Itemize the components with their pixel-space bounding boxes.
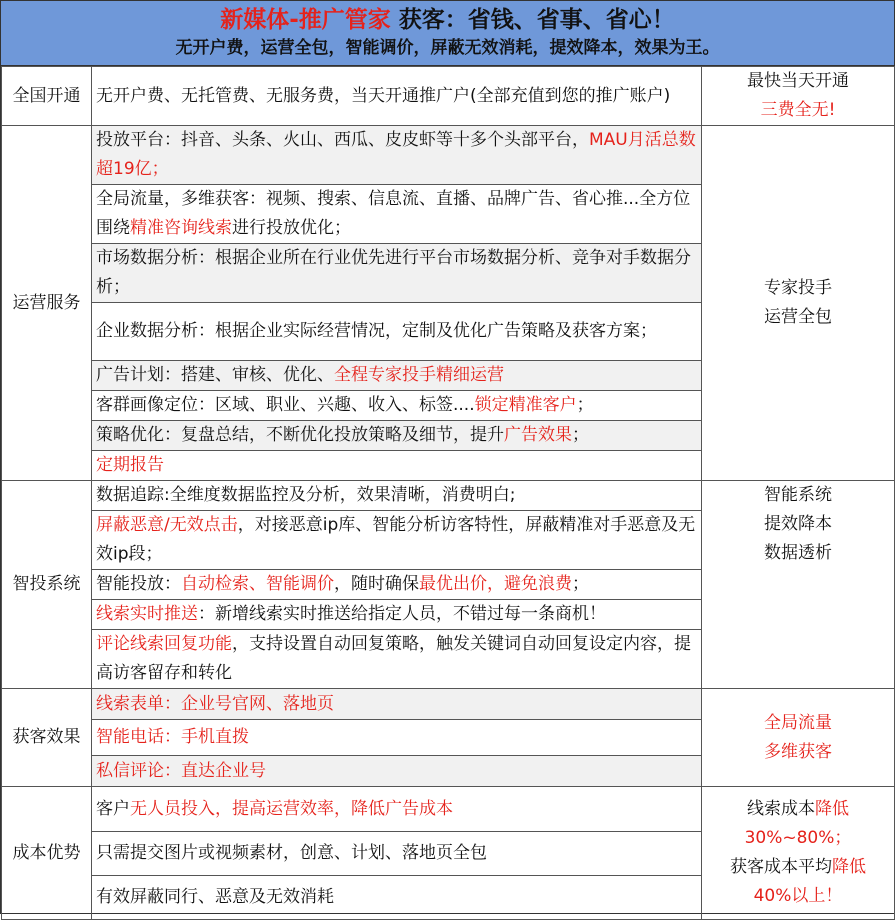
feature-cell: [92, 451, 702, 481]
summary-line: [706, 303, 890, 332]
summary-text: 降低: [832, 857, 866, 877]
feature-text: 线索实时推送: [96, 604, 198, 624]
feature-cell: [92, 361, 702, 391]
feature-text: 只需提交图片或视频素材，创意、计划、落地页全包: [96, 843, 487, 863]
summary-text: 获客成本平均: [730, 857, 832, 877]
feature-cell: [92, 600, 702, 630]
feature-text: 数据追踪:全维度数据监控及分析，效果清晰，消费明白;: [96, 485, 516, 505]
page-title: [1, 1, 894, 36]
feature-text: ；: [572, 425, 589, 445]
feature-text: ，支持设置自动回复策略，触发关键词自动回复设定内容，提高访客留存和转化: [96, 634, 691, 683]
feature-text: 有效屏蔽同行、恶意及无效消耗: [96, 887, 334, 907]
header-banner: [1, 1, 894, 66]
feature-text: 全程专家投手精细运营: [334, 365, 504, 385]
summary-line: [706, 539, 890, 568]
feature-text: 锁定精准客户: [474, 395, 577, 415]
feature-cell: [92, 787, 702, 832]
summary-text: 运营全包: [764, 307, 832, 327]
feature-cell: [92, 511, 702, 570]
feature-cell: [92, 303, 702, 361]
summary-line: [706, 882, 890, 911]
category-cell: 全国开通: [2, 67, 92, 126]
table-row: [2, 67, 895, 126]
summary-text: 专家投手: [764, 278, 832, 298]
feature-cell: [92, 185, 702, 244]
feature-text: 策略优化：复盘总结，不断优化投放策略及细节，提升: [96, 425, 504, 445]
feature-text: 广告效果: [504, 425, 572, 445]
feature-text: 客户: [96, 798, 130, 819]
summary-text: 线索成本: [747, 799, 815, 819]
feature-table-body: [2, 67, 895, 920]
feature-text: 最优出价，避免浪费: [419, 574, 572, 594]
feature-cell: [92, 570, 702, 600]
category-cell: 运营服务: [2, 126, 92, 481]
feature-text: 自动检索、智能调价: [181, 574, 334, 594]
feature-text: 进行投放优化；: [232, 218, 351, 238]
summary-line: [706, 274, 890, 303]
feature-text: 投放平台：抖音、头条、火山、西瓜、皮皮虾等十多个头部平台，: [96, 130, 589, 150]
summary-text: 提效降本: [764, 514, 832, 534]
summary-text: 全局流量: [764, 712, 832, 733]
feature-text: 私信评论：直达企业号: [96, 760, 266, 781]
summary-line: [706, 824, 890, 853]
category-cell: 获客效果: [2, 689, 92, 787]
summary-cell: [702, 67, 895, 126]
summary-text: 降低: [815, 799, 849, 819]
summary-line: [706, 96, 890, 125]
summary-text: 数据透析: [764, 543, 832, 563]
feature-cell: [92, 720, 702, 756]
feature-cell: [92, 244, 702, 303]
feature-text: ，对接恶意ip库、智能分析访客特性，屏蔽精准对手恶意及无效ip段；: [96, 515, 696, 564]
feature-table: [1, 66, 895, 920]
feature-cell: [92, 126, 702, 185]
feature-text: 市场数据分析：根据企业所在行业优先进行平台市场数据分析、竞争对手数据分析；: [96, 248, 691, 297]
title-brand: 新媒体-推广管家: [220, 7, 391, 33]
feature-text: 智能投放：: [96, 574, 181, 594]
summary-line: [706, 853, 890, 882]
summary-text: 最快当天开通: [747, 71, 849, 91]
table-row: [2, 787, 895, 832]
summary-line: [706, 510, 890, 539]
feature-text: 线索表单：企业号官网、落地页: [96, 693, 334, 714]
feature-cell: [92, 756, 702, 787]
category-cell: 成本优势: [2, 787, 92, 920]
feature-text: ；: [572, 574, 589, 594]
table-row: [2, 689, 895, 720]
summary-line: [706, 738, 890, 767]
feature-cell: [92, 421, 702, 451]
summary-cell: [702, 689, 895, 787]
feature-cell: [92, 481, 702, 511]
summary-line: [706, 709, 890, 738]
table-row: [2, 126, 895, 185]
feature-cell: [92, 67, 702, 126]
summary-text: 三费全无!: [760, 100, 836, 120]
feature-text: 无人员投入，提高运营效率，降低广告成本: [130, 798, 453, 819]
summary-cell: [702, 787, 895, 920]
summary-text: 智能系统: [764, 485, 832, 505]
summary-line: [706, 481, 890, 510]
table-row: [2, 481, 895, 511]
feature-text: 全局流量，多维获客：视频、搜索、信息流、直播、品牌广告、省心推...全方位围绕: [96, 189, 691, 238]
summary-cell: [702, 126, 895, 481]
summary-line: [706, 795, 890, 824]
title-slogan: 获客：省钱、省事、省心！: [390, 7, 675, 33]
feature-text: ：新增线索实时推送给指定人员，不错过每一条商机！: [198, 604, 606, 624]
feature-text: 精准咨询线索: [130, 218, 232, 238]
feature-text: 智能电话：手机直拨: [96, 727, 249, 747]
feature-cell: [92, 630, 702, 689]
summary-text: 40%以上！: [753, 886, 843, 906]
feature-text: 广告计划：搭建、审核、优化、: [96, 365, 334, 385]
summary-cell: [702, 481, 895, 689]
page-subtitle: 无开户费，运营全包，智能调价，屏蔽无效消耗，提效降本，效果为王。: [175, 38, 720, 58]
feature-cell: [92, 689, 702, 720]
feature-text: 评论线索回复功能: [96, 634, 232, 654]
feature-text: MAU月活总数超19亿；: [96, 130, 696, 179]
feature-text: 企业数据分析：根据企业实际经营情况，定制及优化广告策略及获客方案；: [96, 321, 657, 341]
feature-text: 定期报告: [96, 455, 164, 475]
feature-text: ；: [576, 395, 594, 415]
feature-text: ，随时确保: [334, 574, 419, 594]
feature-text: 无开户费、无托管费、无服务费，当天开通推广户(全部充值到您的推广账户): [96, 85, 671, 106]
feature-text: 客群画像定位：区域、职业、兴趣、收入、标签....: [96, 395, 475, 415]
feature-cell: [92, 832, 702, 876]
summary-text: 多维获客: [764, 741, 832, 762]
summary-text: 30%~80%；: [744, 828, 852, 848]
summary-line: [706, 67, 890, 96]
category-cell: 智投系统: [2, 481, 92, 689]
feature-cell: [92, 391, 702, 421]
feature-text: 屏蔽恶意/无效点击: [96, 515, 238, 535]
feature-cell: [92, 876, 702, 920]
